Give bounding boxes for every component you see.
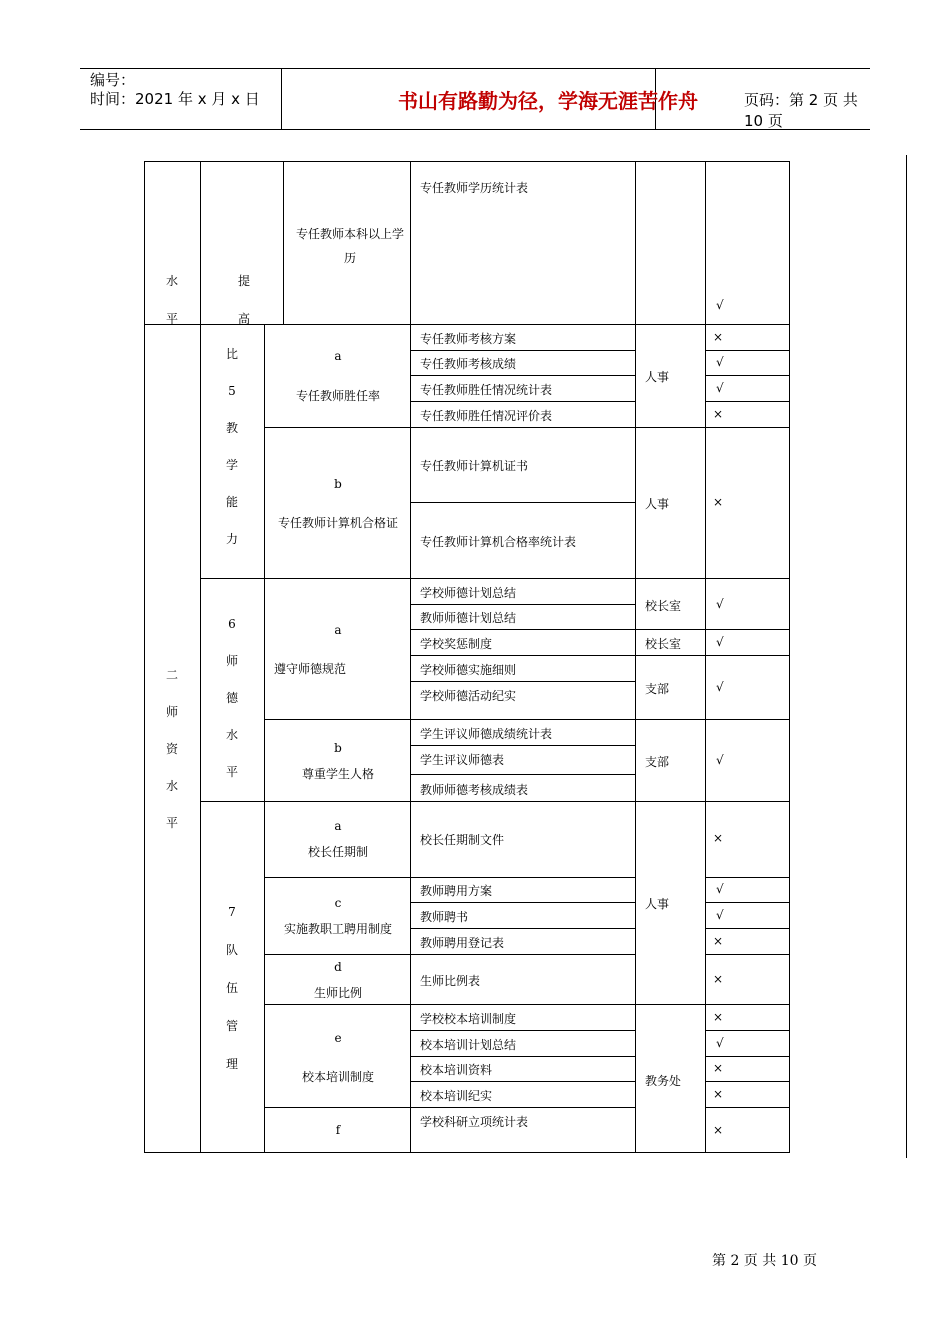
col1-top-label: 水 平: [165, 274, 178, 326]
material-item: 教师聘用方案: [420, 884, 493, 898]
mark: ×: [713, 1123, 724, 1137]
header-meta: [90, 71, 260, 109]
header-divider: [281, 69, 282, 129]
item-letter: d: [334, 960, 342, 974]
table-cell: [264, 324, 411, 428]
material-item: 专任教师考核方案: [420, 332, 517, 346]
material-item: 学校校本培训制度: [420, 1012, 517, 1026]
table-cell: [264, 719, 411, 802]
material-item: 校本培训资料: [420, 1063, 493, 1077]
material-item: 生师比例表: [420, 974, 481, 988]
footer-page-number: 第 2 页 共 10 页: [712, 1253, 817, 1269]
time-label: 时间：2021 年 x 月 x 日: [90, 90, 260, 108]
mark: √: [716, 635, 724, 649]
item-degree: 专任教师本科以上学历: [295, 227, 404, 265]
dept-label: 人事: [645, 897, 670, 911]
col1-main-label: 二 师 资 水 平: [165, 668, 178, 830]
item-term: 校长任期制: [307, 845, 369, 859]
item-ethics: 遵守师德规范: [274, 662, 347, 676]
mark: √: [716, 381, 724, 395]
dept-label: 人事: [645, 497, 670, 511]
motto: 书山有路勤为径，学海无涯苦作舟: [398, 89, 698, 113]
material-item: 专任教师计算机证书: [420, 459, 529, 473]
item-letter: e: [334, 1031, 342, 1045]
item-ratio: 生师比例: [313, 986, 363, 1000]
dept-label: 人事: [645, 370, 670, 384]
mark: √: [716, 680, 724, 694]
material-item: 专任教师考核成绩: [420, 357, 517, 371]
mark: ×: [713, 972, 724, 986]
item-computer: 专任教师计算机合格证: [277, 516, 399, 530]
item-train: 校本培训制度: [301, 1070, 375, 1084]
material-item: 教师聘书: [420, 910, 469, 924]
material-item: 专任教师计算机合格率统计表: [420, 535, 577, 549]
material-item: 专任教师胜任情况统计表: [420, 383, 553, 397]
material-item: 校长任期制文件: [420, 833, 505, 847]
material-item: 学校师德计划总结: [420, 586, 517, 600]
table-cell: [635, 161, 706, 325]
dept-label: 支部: [645, 755, 670, 769]
mark: ×: [713, 1087, 724, 1101]
item-letter: b: [334, 477, 342, 491]
material-item: 教师聘用登记表: [420, 936, 505, 950]
dept-label: 校长室: [645, 637, 682, 651]
group-6-label: 6 师 德 水 平: [225, 617, 238, 779]
mark: √: [716, 1036, 724, 1050]
material-item: 学生评议师德表: [420, 753, 505, 767]
dept-label: 校长室: [645, 599, 682, 613]
item-letter: a: [334, 349, 342, 363]
item-hire: 实施教职工聘用制度: [283, 922, 393, 936]
material-item: 学校师德活动纪实: [420, 689, 517, 703]
header-page-label: 页码：第 2 页 共 10 页: [744, 91, 858, 130]
mark: ×: [713, 831, 724, 845]
mark: √: [716, 753, 724, 767]
material-item: 校本培训计划总结: [420, 1038, 517, 1052]
item-letter: b: [334, 741, 342, 755]
dept-label: 支部: [645, 682, 670, 696]
table-cell: [264, 877, 411, 955]
material-item: 教师师德考核成绩表: [420, 783, 529, 797]
mark: √: [716, 355, 724, 369]
item-letter: f: [335, 1123, 341, 1137]
item-letter: a: [334, 819, 342, 833]
material-item: 专任教师学历统计表: [420, 181, 529, 195]
margin-rule: [906, 155, 907, 1158]
item-competent: 专任教师胜任率: [295, 389, 381, 403]
item-letter: c: [334, 896, 342, 910]
mark: ×: [713, 1061, 724, 1075]
item-letter: a: [334, 623, 342, 637]
col2-tigao-label: 提 高: [237, 274, 250, 326]
mark: √: [716, 908, 724, 922]
number-label: 编号：: [90, 71, 136, 89]
mark: ×: [713, 495, 724, 509]
mark: ×: [713, 1010, 724, 1024]
table-cell: [264, 1004, 411, 1108]
material-item: 学生评议师德成绩统计表: [420, 727, 553, 741]
material-item: 学校科研立项统计表: [420, 1115, 529, 1129]
mark: ×: [713, 330, 724, 344]
material-item: 学校师德实施细则: [420, 663, 517, 677]
mark: √: [716, 882, 724, 896]
mark: ×: [713, 934, 724, 948]
table-cell: [264, 578, 411, 720]
item-respect: 尊重学生人格: [301, 767, 375, 781]
group-5-label: 比 5 教 学 能 力: [225, 347, 238, 546]
mark: √: [716, 298, 724, 312]
mark: ×: [713, 407, 724, 421]
material-item: 学校奖惩制度: [420, 637, 493, 651]
dept-label: 教务处: [645, 1074, 682, 1088]
material-item: 教师师德计划总结: [420, 611, 517, 625]
mark: √: [716, 597, 724, 611]
material-item: 校本培训纪实: [420, 1089, 493, 1103]
material-item: 专任教师胜任情况评价表: [420, 409, 553, 423]
table-cell: [264, 801, 411, 878]
group-7-label: 7 队 伍 管 理: [225, 905, 238, 1071]
page-header: [80, 68, 870, 130]
table-cell: [264, 427, 411, 579]
